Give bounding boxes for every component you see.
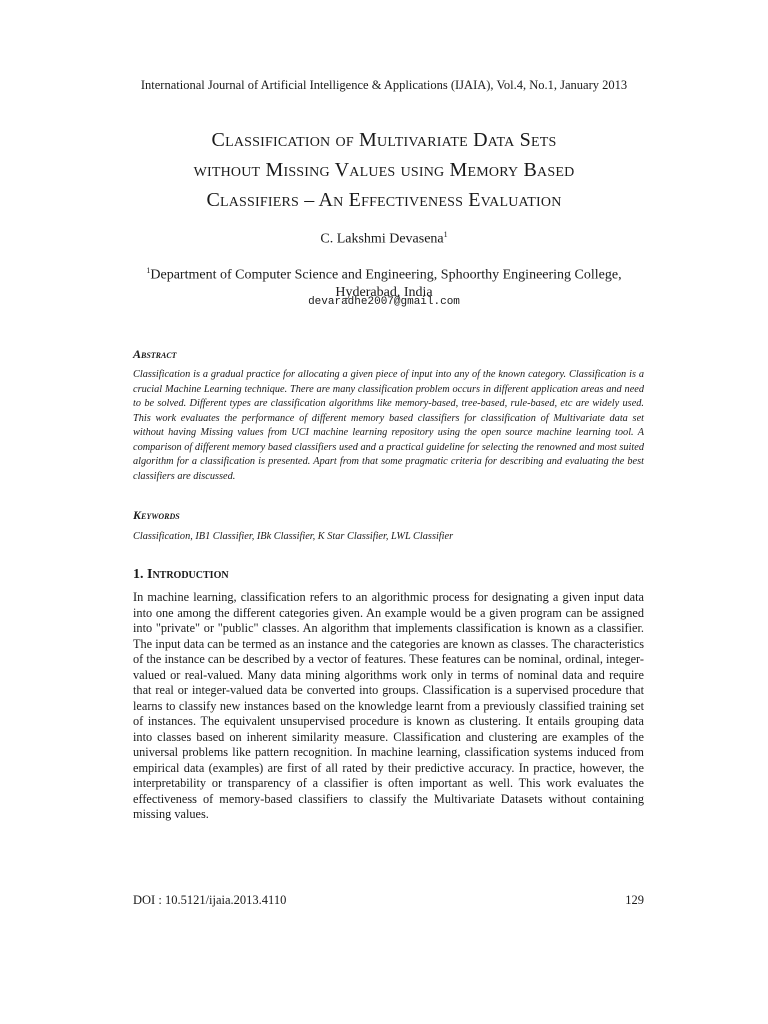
introduction-heading: 1. Introduction xyxy=(133,567,229,582)
keywords-heading: Keywords xyxy=(133,508,180,522)
running-header: International Journal of Artificial Intelligence & Applications (IJAIA), Vol.4, No.1, January 2013 xyxy=(140,78,628,92)
footer-doi: DOI : 10.5121/ijaia.2013.4110 xyxy=(133,893,287,907)
affiliation xyxy=(100,262,668,301)
paper-title xyxy=(80,125,688,215)
author-email: devaradhe2007@gmail.com xyxy=(308,296,460,308)
keywords-text: Classification, IB1 Classifier, IBk Classifier, K Star Classifier, LWL Classifier xyxy=(133,531,454,542)
title-line-3: Classifiers – An Effectiveness Evaluation xyxy=(206,189,562,211)
title-line-2: without Missing Values using Memory Based xyxy=(193,159,575,181)
affiliation-line-2: Hyderabad, India xyxy=(335,284,433,300)
title-line-1: Classification of Multivariate Data Sets xyxy=(211,129,557,151)
affiliation-superscript: 1 xyxy=(146,266,151,275)
author-name: C. Lakshmi Devasena xyxy=(320,231,444,247)
author-superscript: 1 xyxy=(443,230,448,239)
author xyxy=(0,230,768,248)
abstract-heading: Abstract xyxy=(133,347,177,361)
footer-page-number: 129 xyxy=(625,893,644,907)
affiliation-line-1: Department of Computer Science and Engineering, Sphoorthy Engineering College, xyxy=(150,267,622,283)
abstract-text: Classification is a gradual practice for allocating a given piece of input into any of the known category. Classification is a crucial Machine Learning technique. There are many classification problem occurs in different application areas and need to be solved. Different types are classification algorithms like memory-based, tree-based, rule-based, etc are widely used. This work evaluates the performance of different memory based classifiers for classification of Multivariate data set without having Missing values from UCI machine learning repository using the open source machine learning tool. A comparison of different memory based classifiers used and a practical guideline for selecting the renowned and most suited algorithm for a classification is presented. Apart from that some pragmatic criteria for describing and evaluating the best classifiers are discussed. xyxy=(133,369,644,482)
introduction-text: In machine learning, classification refers to an algorithmic process for designating a given input data into one among the different categories given. An example would be a given program can be assigned into "private" or "public" classes. An algorithm that implements classification is known as a classifier. The input data can be termed as an instance and the categories are known as classes. The characteristics of the instance can be described by a vector of features. These features can be nominal, ordinal, integer-valued or real-valued. Many data mining algorithms work only in terms of nominal data and require that real or integer-valued data be converted into groups. Classification is a supervised procedure that learns to classify new instances based on the knowledge learnt from a previously classified training set of instances. The equivalent unsupervised procedure is known as clustering. It entails grouping data into classes based on inherent similarity measure. Classification and clustering are examples of the universal problems like pattern recognition. In machine learning, classification systems induced from empirical data (examples) are first of all rated by their predictive accuracy. In practice, however, the interpretability or transparency of a classifier is often important as well. This work evaluates the effectiveness of memory-based classifiers to classify the Multivariate Datasets without containing missing values. xyxy=(133,590,644,821)
